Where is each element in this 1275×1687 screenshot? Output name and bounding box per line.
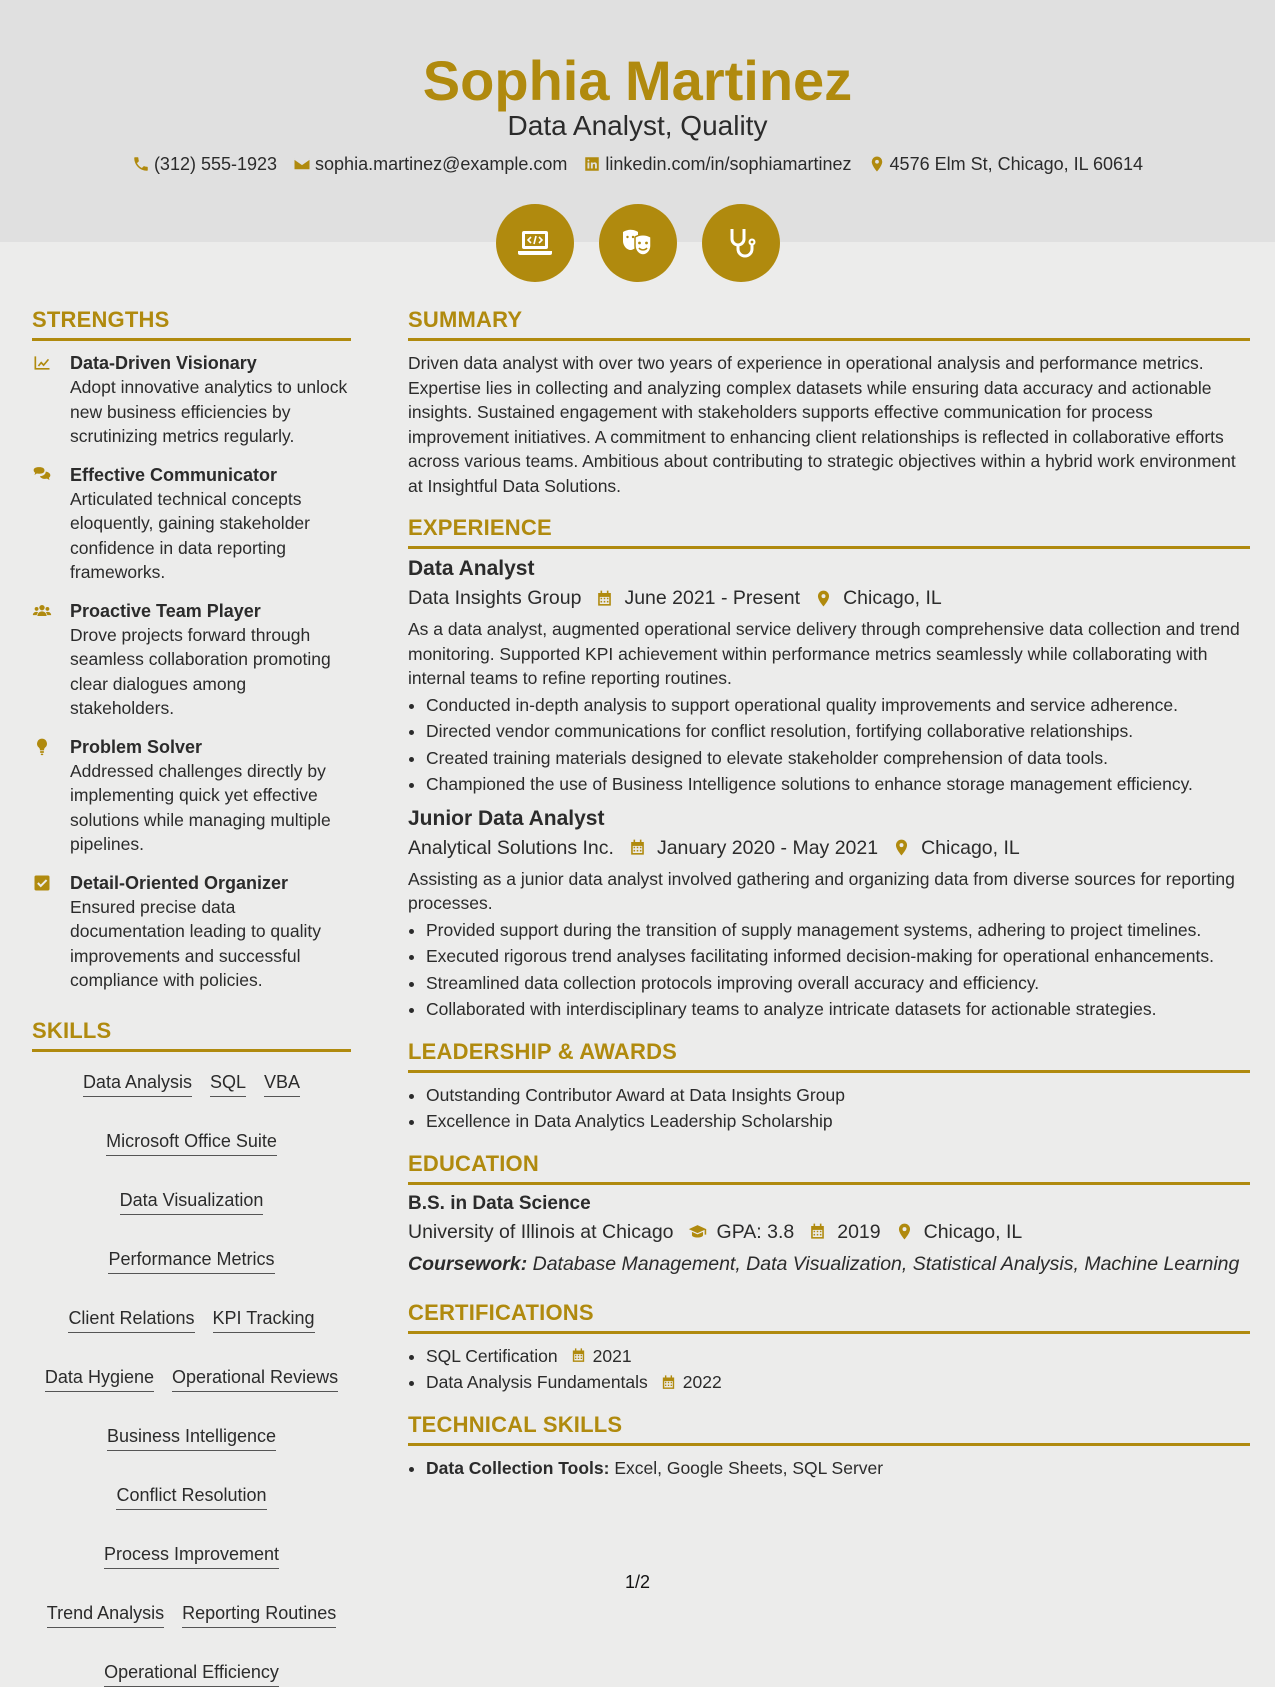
education-gpa: GPA: 3.8	[716, 1220, 795, 1243]
skill-tag: Conflict Resolution	[116, 1483, 266, 1510]
job-role: Junior Data Analyst	[408, 806, 605, 830]
check-square-icon	[32, 873, 52, 893]
coursework-label: Coursework:	[408, 1252, 528, 1275]
contact-address-text: 4576 Elm St, Chicago, IL 60614	[889, 154, 1144, 174]
certification-name: • Data Analysis Fundamentals	[426, 1372, 648, 1392]
skill-tag: Performance Metrics	[108, 1247, 274, 1274]
strength-title: Proactive Team Player	[70, 600, 261, 621]
contact-linkedin-text: linkedin.com/in/sophiamartinez	[605, 154, 852, 174]
job-bullet: • Championed the use of Business Intelligence solutions to enhance storage management efficiency.	[426, 772, 1250, 797]
skill-tag: Data Visualization	[120, 1188, 264, 1215]
candidate-title: Data Analyst, Quality	[507, 110, 768, 141]
calendar-icon	[660, 1374, 677, 1391]
section-title-strengths: STRENGTHS	[32, 306, 351, 341]
comments-icon	[32, 465, 52, 485]
stethoscope-icon	[721, 223, 761, 263]
skill-tag: Data Hygiene	[45, 1365, 154, 1392]
candidate-name: Sophia Martinez	[422, 49, 853, 112]
skill-tag: Business Intelligence	[107, 1424, 276, 1451]
certification-item	[426, 1370, 1250, 1395]
certification-year: 2022	[682, 1372, 722, 1392]
leadership-list	[408, 1083, 1250, 1134]
strength-item	[32, 599, 351, 721]
contact-email-text: sophia.martinez@example.com	[315, 154, 568, 174]
education-year: 2019	[837, 1220, 881, 1243]
skill-tag: SQL	[210, 1070, 246, 1097]
job-entry	[408, 805, 1250, 1022]
skill-tag: VBA	[264, 1070, 300, 1097]
education-location: Chicago, IL	[923, 1220, 1023, 1243]
section-title-skills: SKILLS	[32, 1017, 351, 1052]
job-meta	[408, 833, 1250, 863]
strength-desc: Adopt innovative analytics to unlock new business efficiencies by scrutinizing metrics regularly.	[70, 377, 348, 446]
location-icon	[814, 589, 833, 608]
skill-tag: Microsoft Office Suite	[106, 1129, 277, 1156]
job-bullet: • Conducted in-depth analysis to support operational quality improvements and service adherence.	[426, 693, 1250, 718]
section-title-education: EDUCATION	[408, 1150, 1250, 1185]
job-desc: Assisting as a junior data analyst involved gathering and organizing data from diverse sources for reporting processes.	[408, 868, 1235, 913]
technical-skill-item	[426, 1456, 1250, 1481]
strength-item	[32, 463, 351, 585]
strength-title: Detail-Oriented Organizer	[70, 872, 289, 893]
job-dates: January 2020 - May 2021	[656, 836, 879, 859]
job-bullet: • Streamlined data collection protocols improving overall accuracy and efficiency.	[426, 971, 1250, 996]
job-bullets	[408, 918, 1250, 1022]
location-icon	[895, 1222, 914, 1241]
strength-item	[32, 351, 351, 449]
badge-circle	[702, 204, 780, 282]
email-icon	[293, 155, 311, 173]
badge-circle	[599, 204, 677, 282]
location-icon	[868, 155, 886, 173]
job-bullet: • Created training materials designed to elevate stakeholder comprehension of data tools.	[426, 746, 1250, 771]
calendar-icon	[595, 589, 614, 608]
skill-tag: Client Relations	[68, 1306, 194, 1333]
contact-phone[interactable]	[132, 152, 277, 176]
job-company: Data Insights Group	[408, 587, 582, 609]
contact-linkedin[interactable]	[583, 152, 851, 176]
education-degree: B.S. in Data Science	[408, 1192, 591, 1214]
skill-tag: Reporting Routines	[182, 1601, 336, 1628]
coursework-list: Database Management, Data Visualization, Statistical Analysis, Machine Learning	[532, 1252, 1240, 1275]
leadership-item: • Outstanding Contributor Award at Data Insights Group	[426, 1083, 1250, 1108]
education-coursework	[408, 1251, 1250, 1277]
certifications-list	[408, 1344, 1250, 1395]
section-title-experience: EXPERIENCE	[408, 514, 1250, 549]
job-bullet: • Directed vendor communications for conflict resolution, fortifying collaborative relationships.	[426, 719, 1250, 744]
theater-masks-icon	[618, 223, 658, 263]
calendar-icon	[628, 838, 647, 857]
chart-line-icon	[32, 353, 52, 373]
skill-tag: Operational Efficiency	[104, 1660, 279, 1687]
calendar-icon	[570, 1347, 587, 1364]
technical-skill-value: Excel, Google Sheets, SQL Server	[614, 1457, 884, 1478]
job-entry	[408, 555, 1250, 797]
technical-skill-label: Data Collection Tools:	[426, 1457, 610, 1478]
contact-email[interactable]	[293, 152, 567, 176]
section-title-technical-skills: TECHNICAL SKILLS	[408, 1411, 1250, 1446]
job-bullet: • Provided support during the transition of supply management systems, adhering to project timelines.	[426, 918, 1250, 943]
education-meta	[408, 1217, 1250, 1247]
certification-item	[426, 1344, 1250, 1369]
contact-bar	[0, 152, 1275, 176]
job-desc: As a data analyst, augmented operational service delivery through comprehensive data collection and trend monitoring. Supported KPI achievement within performance metrics seamlessly while collaborating with internal teams to refine reporting routines.	[408, 619, 1240, 688]
skill-tag: Data Analysis	[83, 1070, 192, 1097]
strength-desc: Articulated technical concepts eloquently, gaining stakeholder confidence in data reporting frameworks.	[70, 488, 310, 582]
skill-tag: Operational Reviews	[172, 1365, 338, 1392]
contact-address	[868, 152, 1144, 176]
strength-item	[32, 871, 351, 993]
linkedin-icon	[583, 155, 601, 173]
left-column	[32, 306, 351, 1687]
phone-icon	[132, 155, 150, 173]
job-role: Data Analyst	[408, 557, 535, 580]
location-icon	[892, 838, 911, 857]
skill-tag: KPI Tracking	[213, 1306, 315, 1333]
right-column	[408, 306, 1250, 1488]
badge-row	[0, 204, 1275, 282]
section-title-certifications: CERTIFICATIONS	[408, 1299, 1250, 1334]
page-number: 1/2	[624, 1572, 651, 1592]
skill-tag: Process Improvement	[104, 1542, 279, 1569]
leadership-item: • Excellence in Data Analytics Leadership Scholarship	[426, 1109, 1250, 1134]
job-bullet: • Executed rigorous trend analyses facilitating informed decision-making for operational enhancements.	[426, 944, 1250, 969]
summary-text: Driven data analyst with over two years of experience in operational analysis and performance metrics. Expertise lies in collecting and analyzing complex datasets while ensuring data accuracy and actionable insights. Sustained engagement with stakeholders supports effective communication for process improvement initiatives. A commitment to enhancing client relationships is reflected in collaborative efforts across various teams. Ambitious about contributing to strategic objectives within a hybrid work environment at Insightful Data Solutions.	[408, 353, 1236, 496]
section-title-summary: SUMMARY	[408, 306, 1250, 341]
job-location: Chicago, IL	[843, 587, 942, 609]
strength-title: Data-Driven Visionary	[70, 353, 257, 373]
job-bullets	[408, 693, 1250, 797]
skill-tag: Trend Analysis	[47, 1601, 164, 1628]
graduation-cap-icon	[688, 1222, 707, 1241]
laptop-code-icon	[515, 223, 555, 263]
users-icon	[32, 601, 52, 621]
job-bullet: • Collaborated with interdisciplinary teams to analyze intricate datasets for actionable strategies.	[426, 997, 1250, 1022]
calendar-icon	[808, 1222, 827, 1241]
strength-item	[32, 735, 351, 857]
job-meta	[408, 583, 1250, 613]
strength-title: Effective Communicator	[70, 464, 278, 485]
certification-year: 2021	[592, 1345, 632, 1366]
education-school: University of Illinois at Chicago	[408, 1220, 674, 1243]
certification-name: • SQL Certification	[426, 1345, 558, 1366]
strength-desc: Addressed challenges directly by implementing quick yet effective solutions while managing multiple pipelines.	[70, 760, 331, 854]
job-company: Analytical Solutions Inc.	[408, 836, 614, 859]
technical-skills-list	[408, 1456, 1250, 1481]
strength-desc: Ensured precise data documentation leading to quality improvements and successful compliance with policies.	[70, 896, 322, 990]
strength-desc: Drove projects forward through seamless collaboration promoting clear dialogues among stakeholders.	[70, 624, 331, 718]
badge-circle	[496, 204, 574, 282]
strength-title: Problem Solver	[70, 736, 203, 757]
job-dates: June 2021 - Present	[624, 587, 801, 609]
contact-phone-text: (312) 555-1923	[153, 154, 278, 174]
lightbulb-icon	[32, 737, 52, 757]
job-location: Chicago, IL	[921, 836, 1020, 859]
section-title-leadership: LEADERSHIP & AWARDS	[408, 1038, 1250, 1073]
